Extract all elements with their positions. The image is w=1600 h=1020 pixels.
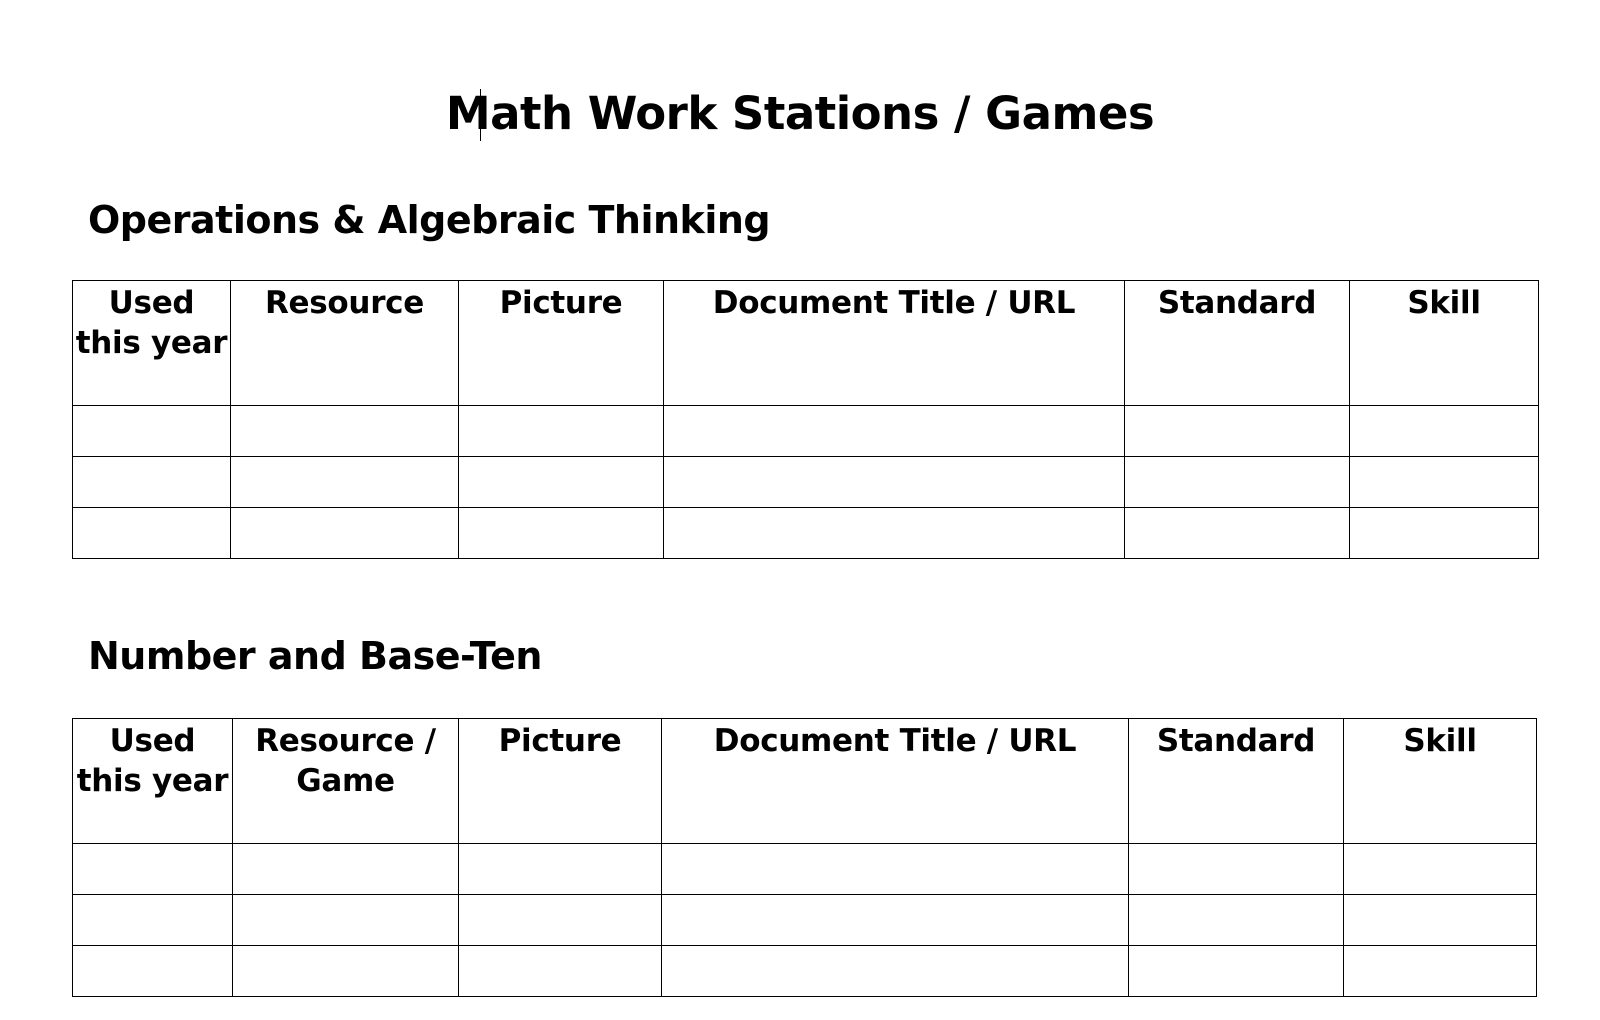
table-cell[interactable]: [664, 457, 1125, 508]
table-cell[interactable]: [233, 844, 459, 895]
column-header-document-title-url: Document Title / URL: [662, 719, 1129, 844]
table-cell[interactable]: [73, 895, 233, 946]
table-cell[interactable]: [231, 406, 459, 457]
table-cell[interactable]: [662, 895, 1129, 946]
number-base-ten-table: [72, 718, 1537, 997]
page-title: Math Work Stations / Games: [445, 87, 1155, 140]
table-cell[interactable]: [459, 895, 662, 946]
column-header-resource-game: Resource / Game: [233, 719, 459, 844]
table-cell[interactable]: [231, 508, 459, 559]
table-row: [73, 508, 1539, 559]
table-cell[interactable]: [233, 946, 459, 997]
table-cell[interactable]: [664, 508, 1125, 559]
column-header-document-title-url: Document Title / URL: [664, 281, 1125, 406]
column-header-skill: Skill: [1350, 281, 1539, 406]
table-cell[interactable]: [459, 844, 662, 895]
table-cell[interactable]: [459, 946, 662, 997]
table-cell[interactable]: [459, 406, 664, 457]
table-cell[interactable]: [73, 946, 233, 997]
table-cell[interactable]: [662, 946, 1129, 997]
table-cell[interactable]: [1125, 508, 1350, 559]
section-heading-number-base-ten: Number and Base-Ten: [88, 634, 542, 678]
table-cell[interactable]: [1125, 406, 1350, 457]
table-cell[interactable]: [1129, 895, 1344, 946]
table-row: [73, 895, 1537, 946]
column-header-used-this-year: Used this year: [73, 281, 231, 406]
table-row: [73, 946, 1537, 997]
table-cell[interactable]: [231, 457, 459, 508]
table-cell[interactable]: [662, 844, 1129, 895]
column-header-standard: Standard: [1129, 719, 1344, 844]
section-heading-operations: Operations & Algebraic Thinking: [88, 198, 771, 242]
table-cell[interactable]: [459, 508, 664, 559]
table-cell[interactable]: [73, 457, 231, 508]
table-cell[interactable]: [1344, 895, 1537, 946]
table-cell[interactable]: [233, 895, 459, 946]
operations-table: [72, 280, 1539, 559]
table-cell[interactable]: [1344, 844, 1537, 895]
table-cell[interactable]: [1350, 457, 1539, 508]
table-cell[interactable]: [1344, 946, 1537, 997]
column-header-standard: Standard: [1125, 281, 1350, 406]
table-cell[interactable]: [459, 457, 664, 508]
table-header-row: [73, 719, 1537, 844]
table-cell[interactable]: [73, 844, 233, 895]
table-cell[interactable]: [1129, 946, 1344, 997]
column-header-picture: Picture: [459, 281, 664, 406]
column-header-skill: Skill: [1344, 719, 1537, 844]
table-cell[interactable]: [664, 406, 1125, 457]
table-cell[interactable]: [73, 508, 231, 559]
column-header-picture: Picture: [459, 719, 662, 844]
table-row: [73, 457, 1539, 508]
table-header-row: [73, 281, 1539, 406]
table-cell[interactable]: [1350, 406, 1539, 457]
table-cell[interactable]: [73, 406, 231, 457]
table-row: [73, 406, 1539, 457]
table-row: [73, 844, 1537, 895]
table-cell[interactable]: [1125, 457, 1350, 508]
table-cell[interactable]: [1129, 844, 1344, 895]
column-header-used-this-year: Used this year: [73, 719, 233, 844]
column-header-resource: Resource: [231, 281, 459, 406]
table-cell[interactable]: [1350, 508, 1539, 559]
